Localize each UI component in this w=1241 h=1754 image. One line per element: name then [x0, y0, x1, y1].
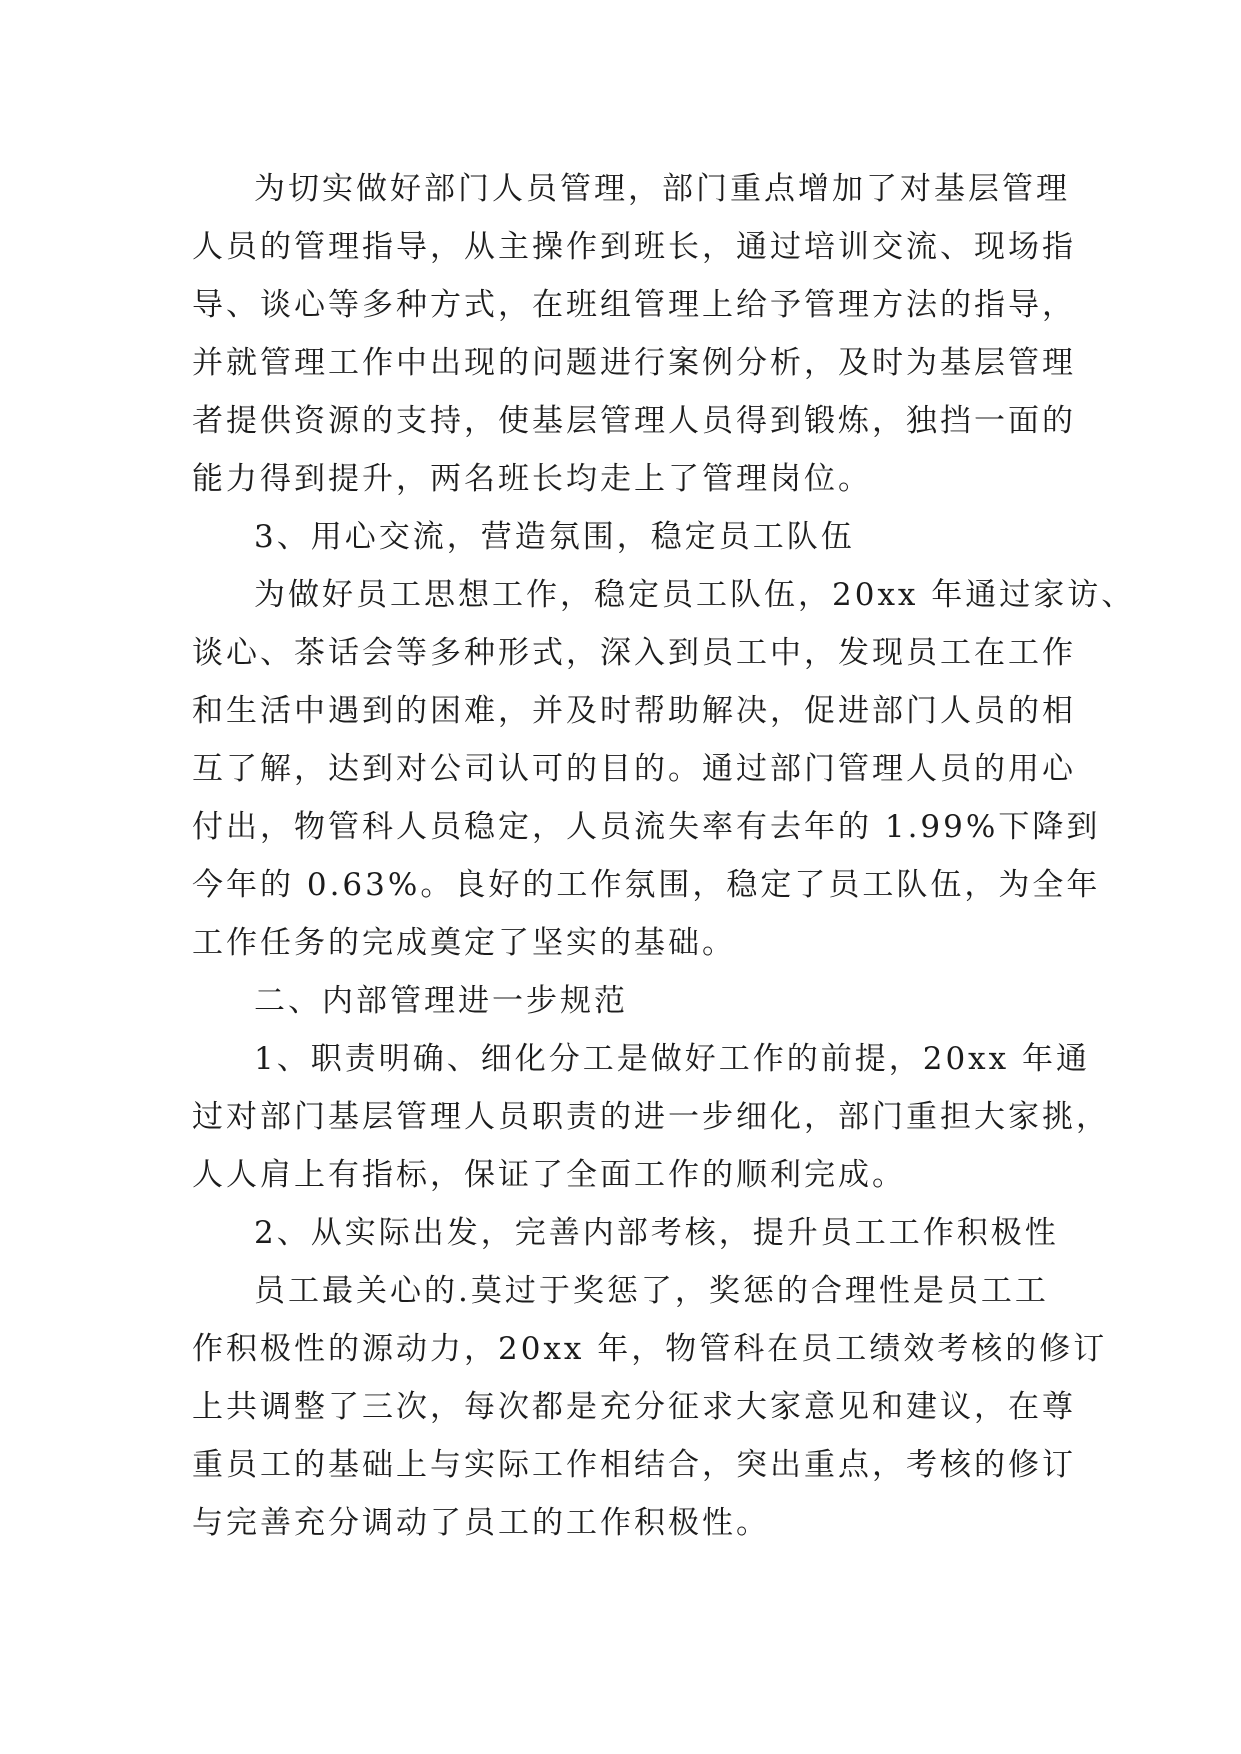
- text-line: 二、内部管理进一步规范: [254, 983, 628, 1019]
- text-line: 与完善充分调动了员工的工作积极性。: [192, 1505, 770, 1541]
- text-line: 3、用心交流，营造氛围，稳定员工队伍: [254, 519, 855, 555]
- text-line: 并就管理工作中出现的问题进行案例分析，及时为基层管理: [192, 345, 1076, 381]
- text-line: 人员的管理指导，从主操作到班长，通过培训交流、现场指: [192, 229, 1076, 265]
- text-line: 为切实做好部门人员管理，部门重点增加了对基层管理: [254, 171, 1070, 207]
- document-body: [192, 160, 1136, 1552]
- text-line: 重员工的基础上与实际工作相结合，突出重点，考核的修订: [192, 1447, 1076, 1483]
- text-line: 导、谈心等多种方式，在班组管理上给予管理方法的指导，: [192, 287, 1076, 323]
- text-line: 上共调整了三次，每次都是充分征求大家意见和建议，在尊: [192, 1389, 1076, 1425]
- text-line: 过对部门基层管理人员职责的进一步细化，部门重担大家挑，: [192, 1099, 1110, 1135]
- text-line: 员工最关心的.莫过于奖惩了，奖惩的合理性是员工工: [254, 1273, 1049, 1309]
- text-line: 能力得到提升，两名班长均走上了管理岗位。: [192, 461, 872, 497]
- text-line: 付出，物管科人员稳定，人员流失率有去年的 1.99%下降到: [192, 809, 1101, 845]
- text-line: 谈心、茶话会等多种形式，深入到员工中，发现员工在工作: [192, 635, 1076, 671]
- text-line: 作积极性的源动力，20xx 年，物管科在员工绩效考核的修订: [192, 1331, 1108, 1367]
- text-line: 和生活中遇到的困难，并及时帮助解决，促进部门人员的相: [192, 693, 1076, 729]
- text-line: 2、从实际出发，完善内部考核，提升员工工作积极性: [254, 1215, 1059, 1251]
- text-line: 人人肩上有指标，保证了全面工作的顺利完成。: [192, 1157, 906, 1193]
- text-line: 今年的 0.63%。良好的工作氛围，稳定了员工队伍，为全年: [192, 867, 1101, 903]
- text-line: 1、职责明确、细化分工是做好工作的前提，20xx 年通: [254, 1041, 1090, 1077]
- text-line: 互了解，达到对公司认可的目的。通过部门管理人员的用心: [192, 751, 1076, 787]
- text-line: 工作任务的完成奠定了坚实的基础。: [192, 925, 736, 961]
- text-line: 为做好员工思想工作，稳定员工队伍，20xx 年通过家访、: [254, 577, 1136, 613]
- text-line: 者提供资源的支持，使基层管理人员得到锻炼，独挡一面的: [192, 403, 1076, 439]
